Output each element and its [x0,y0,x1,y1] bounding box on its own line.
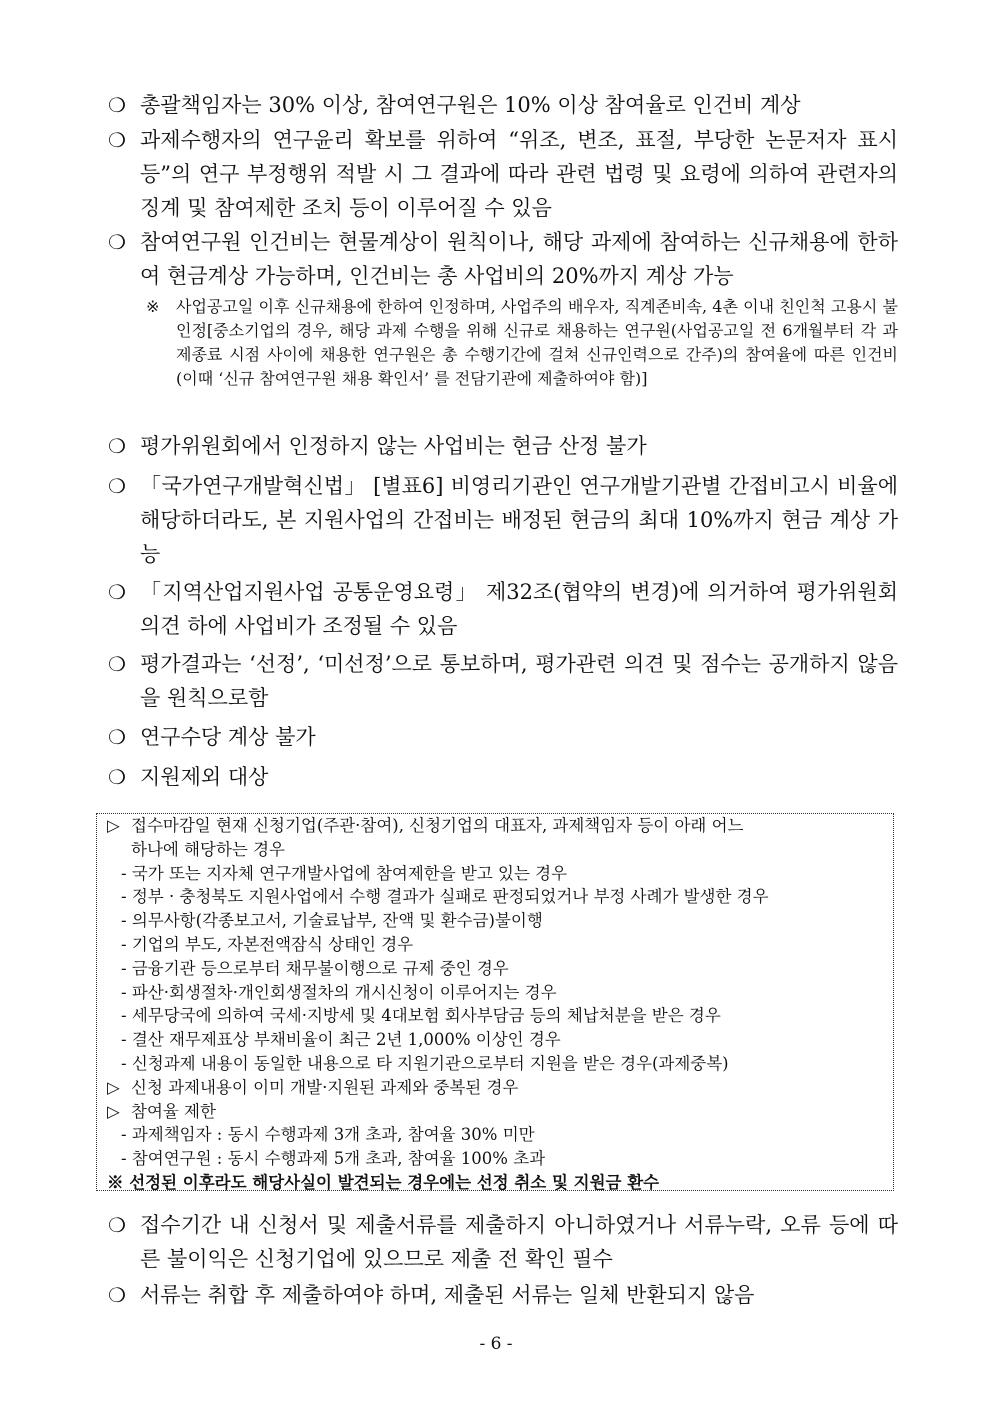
box-heading-text: 접수마감일 현재 신청기업(주관·참여), 신청기업의 대표자, 과제책임자 등이 아래 어느 [131,816,744,835]
page-number: - 6 - [479,1334,513,1354]
box-heading [107,814,885,838]
rate-limit-item: - 참여연구원 : 동시 수행과제 5개 초과, 참여율 100% 초과 [121,1149,546,1169]
circle-bullet-icon: ❍ [108,1283,126,1307]
bullet-text: 과제수행자의 연구윤리 확보를 위하여 “위조, 변조, 표절, 부당한 논문저자 표시 등”의 연구 부정행위 적발 시 그 결과에 따라 관련 법령 및 요령에 의하여 관련자의 징계 및 참여제한 조치 등이 이루어질 수 있음 [140,128,898,220]
bullet-item [108,88,898,122]
circle-bullet-icon: ❍ [108,580,126,604]
box-heading-text: 신청 과제내용이 이미 개발·지원된 과제와 중복된 경우 [131,1077,519,1097]
exclusion-item: - 신청과제 내용이 동일한 내용으로 타 지원기관으로부터 지원을 받은 경우(과제중복) [121,1053,729,1073]
bullet-item [108,647,898,715]
triangle-icon: ▷ [107,816,120,835]
box-heading-text: 참여율 제한 [131,1101,216,1121]
bullet-text: 「지역산업지원사업 공통운영요령」 제32조(협약의 변경)에 의거하여 평가위원회 의견 하에 사업비가 조정될 수 있음 [140,580,898,638]
circle-bullet-icon: ❍ [108,725,126,749]
bullet-text: 평가위원회에서 인정하지 않는 사업비는 현금 산정 불가 [140,434,647,458]
exclusion-item: - 세무당국에 의하여 국세·지방세 및 4대보험 회사부담금 등의 체납처분을 받은 경우 [121,1006,721,1026]
note-block [146,295,898,391]
bullet-text: 총괄책임자는 30% 이상, 참여연구원은 10% 이상 참여율로 인건비 계상 [140,93,801,117]
bullet-item [108,123,898,225]
circle-bullet-icon: ❍ [108,1213,126,1237]
bullet-text: 서류는 취합 후 제출하여야 하며, 제출된 서류는 일체 반환되지 않음 [140,1283,755,1307]
box-heading-continued: 하나에 해당하는 경우 [131,839,285,859]
triangle-icon: ▷ [107,1101,120,1121]
circle-bullet-icon: ❍ [108,128,126,152]
rate-limit-item: - 과제책임자 : 동시 수행과제 3개 초과, 참여율 30% 미만 [121,1125,535,1145]
box-heading [107,1076,885,1100]
bullet-item [108,575,898,643]
bullet-text: 참여연구원 인건비는 현물계상이 원칙이나, 해당 과제에 참여하는 신규채용에 한하여 현금계상 가능하며, 인건비는 총 사업비의 20%까지 계상 가능 [140,230,898,288]
bullet-item [108,225,898,293]
bullet-item [108,720,898,754]
exclusion-item: - 금융기관 등으로부터 채무불이행으로 규제 중인 경우 [121,958,509,978]
circle-bullet-icon: ❍ [108,474,126,498]
bullet-item [108,760,898,794]
exclusion-item: - 국가 또는 지자체 연구개발사업에 참여제한을 받고 있는 경우 [121,863,568,883]
bullet-text: 「국가연구개발혁신법」 [별표6] 비영리기관인 연구개발기관별 간접비고시 비율에 해당하더라도, 본 지원사업의 간접비는 배정된 현금의 최대 10%까지 현금 계상 가능 [140,474,898,566]
warning-text: ※ 선정된 이후라도 해당사실이 발견되는 경우에는 선정 취소 및 지원금 환수 [107,1172,660,1192]
circle-bullet-icon: ❍ [108,434,126,458]
circle-bullet-icon: ❍ [108,765,126,789]
bullet-text: 접수기간 내 신청서 및 제출서류를 제출하지 아니하였거나 서류누락, 오류 등에 따른 불이익은 신청기업에 있으므로 제출 전 확인 필수 [140,1213,898,1271]
circle-bullet-icon: ❍ [108,230,126,254]
exclusion-item: - 기업의 부도, 자본전액잠식 상태인 경우 [121,934,414,954]
exclusion-item: - 의무사항(각종보고서, 기술료납부, 잔액 및 환수금)불이행 [121,911,543,931]
note-mark: ※ [146,297,160,316]
bullet-item [108,1278,898,1312]
bullet-text: 지원제외 대상 [140,765,269,789]
exclusion-criteria-box [96,813,894,1191]
bullet-text: 연구수당 계상 불가 [140,725,316,749]
bullet-item [108,1208,898,1276]
bullet-text: 평가결과는 ‘선정’, ‘미선정’으로 통보하며, 평가관련 의견 및 점수는 공개하지 않음을 원칙으로함 [140,652,898,710]
exclusion-item: - 결산 재무제표상 부채비율이 최근 2년 1,000% 이상인 경우 [121,1030,561,1050]
bullet-item [108,429,898,463]
box-heading [107,1100,885,1124]
circle-bullet-icon: ❍ [108,652,126,676]
note-text: 사업공고일 이후 신규채용에 한하여 인정하며, 사업주의 배우자, 직계존비속, 4촌 이내 친인척 고용시 불인정[중소기업의 경우, 해당 과제 수행을 위해 신규로 채용하는 연구원(사업공고일 전 6개월부터 각 과제종료 시점 사이에 채용한 연구원은 총 수행기간에 걸쳐 신규인력으로 간주)의 참여율에 따른 인건비(이때 ‘신규 참여연구원 채용 확인서’ 를 전담기관에 제출하여야 함)] [176,297,898,388]
bullet-item [108,469,898,571]
circle-bullet-icon: ❍ [108,93,126,117]
exclusion-item: - 정부 · 충청북도 지원사업에서 수행 결과가 실패로 판정되었거나 부정 사례가 발생한 경우 [121,887,769,907]
triangle-icon: ▷ [107,1077,120,1097]
exclusion-item: - 파산·회생절차·개인회생절차의 개시신청이 이루어지는 경우 [121,982,557,1002]
